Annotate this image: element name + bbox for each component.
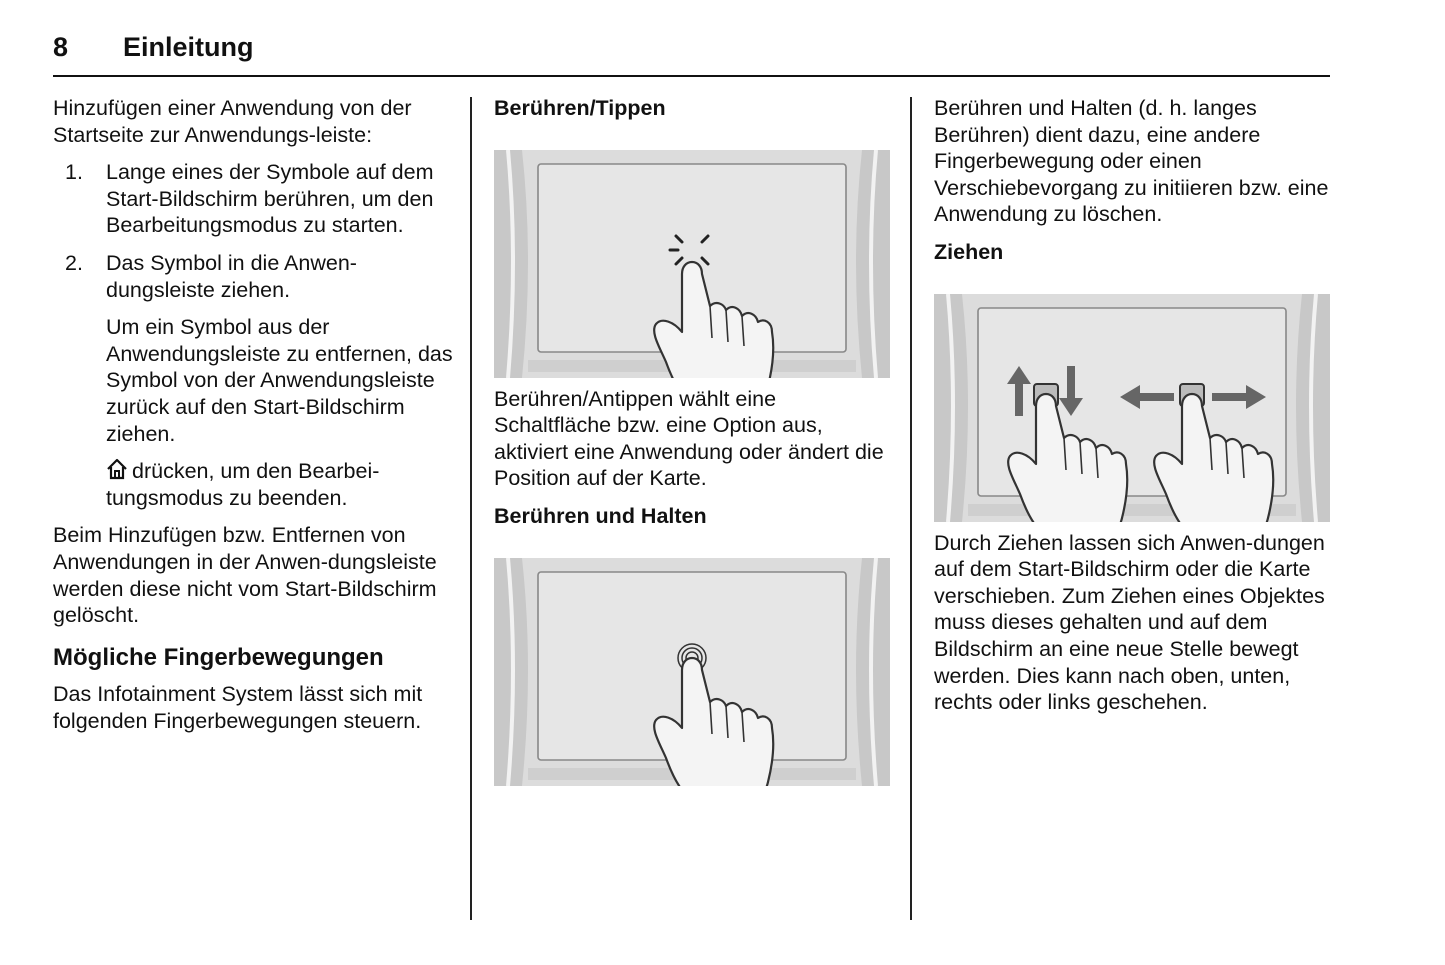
step-list: [53, 159, 453, 303]
hold-text: Berühren und Halten (d. h. langes Berühren) dient dazu, eine andere Fingerbewegung oder einen Verschiebevorgang zu initiieren bzw. eine Anwendung zu löschen.: [934, 96, 1329, 227]
remove-note: Um ein Symbol aus der Anwendungsleiste zu entfernen, das Symbol von der Anwendungsleiste zurück auf den Start-Bildschirm ziehen.: [106, 315, 453, 446]
adding-note: Beim Hinzufügen bzw. Entfernen von Anwendungen in der Anwen-dungsleiste werden diese nicht vom Start-Bildschirm gelöscht.: [53, 523, 437, 628]
list-item: [53, 159, 453, 239]
column-left: [53, 95, 453, 745]
column-divider: [910, 97, 912, 920]
column-divider: [470, 97, 472, 920]
step-text: Das Symbol in die Anwen-dungsleiste ziehen.: [106, 250, 357, 302]
column-right: [934, 95, 1334, 727]
home-note-paragraph: [53, 458, 453, 511]
step-number: 2.: [65, 250, 83, 275]
intro-paragraph: Hinzufügen einer Anwendung von der Startseite zur Anwendungs-leiste:: [53, 96, 412, 147]
section-text: Das Infotainment System lässt sich mit folgenden Fingerbewegungen steuern.: [53, 682, 423, 733]
home-icon: [106, 458, 128, 480]
column-middle: [494, 95, 894, 794]
drag-gesture-illustration: [934, 294, 1330, 522]
hold-heading: Berühren und Halten: [494, 503, 707, 528]
list-item: [53, 250, 453, 303]
step-number: 1.: [65, 160, 83, 185]
page-header: [53, 30, 1330, 77]
section-heading: Mögliche Fingerbewegungen: [53, 643, 384, 671]
tap-gesture-illustration: [494, 150, 890, 378]
hold-gesture-illustration: [494, 558, 890, 786]
drag-text: Durch Ziehen lassen sich Anwen-dungen auf dem Start-Bildschirm oder die Karte verschieben. Zum Ziehen eines Objektes muss dieses gehalten und auf dem Bildschirm an eine neue Stelle bewegt werden. Dies kann nach oben, unten, rechts oder links geschehen.: [934, 530, 1325, 715]
home-note-text: drücken, um den Bearbei-tungsmodus zu beenden.: [106, 459, 380, 510]
chapter-title: Einleitung: [123, 32, 254, 62]
drag-heading: Ziehen: [934, 239, 1004, 264]
page-number: 8: [53, 32, 69, 62]
tap-heading: Berühren/Tippen: [494, 96, 666, 120]
tap-text: Berühren/Antippen wählt eine Schaltfläche bzw. eine Option aus, aktiviert eine Anwendung oder ändert die Position auf der Karte.: [494, 386, 884, 491]
step-text: Lange eines der Symbole auf dem Start-Bildschirm berühren, um den Bearbeitungsmodus zu starten.: [106, 160, 434, 238]
